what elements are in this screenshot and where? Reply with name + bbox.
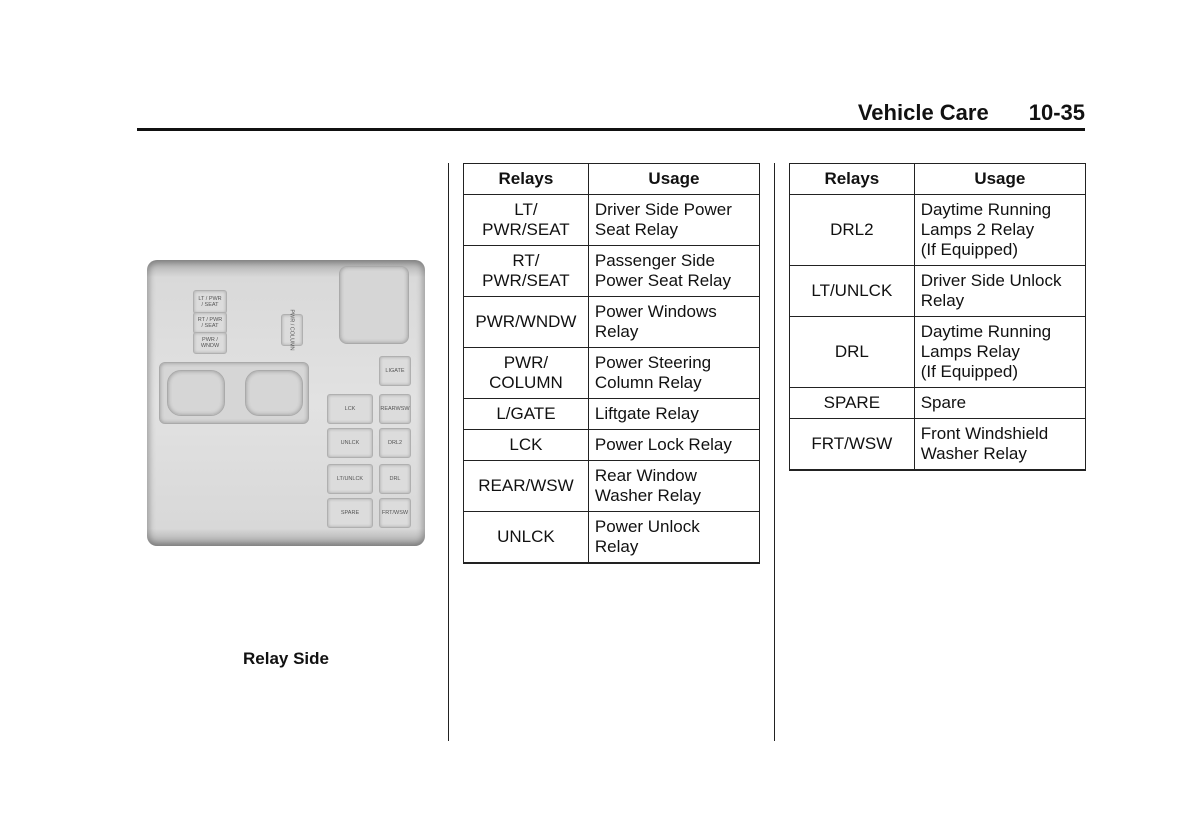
relay-drl: DRL: [379, 464, 411, 494]
table-row: [464, 512, 760, 564]
relay-usage: Power Steering Column Relay: [588, 348, 759, 399]
relay-frt-wsw: FRT/WSW: [379, 498, 411, 528]
column-header-relays: Relays: [464, 164, 589, 195]
table-row: [790, 419, 1086, 471]
relay-code: LT/UNLCK: [790, 266, 915, 317]
relay-unlck: UNLCK: [327, 428, 373, 458]
table-row: [790, 266, 1086, 317]
figure-caption: Relay Side: [243, 649, 329, 668]
relay-box-illustration: [147, 260, 425, 546]
page-header: [0, 100, 1085, 126]
relay-table-left: [463, 163, 760, 564]
table-row: [464, 399, 760, 430]
relay-pwr-wndw: PWR / WNDW: [193, 332, 227, 354]
relay-pwr-column: [281, 309, 303, 351]
column-divider-right: [774, 163, 775, 741]
table-row: [790, 195, 1086, 266]
relay-code: DRL2: [790, 195, 915, 266]
relay-rt-pwr-seat: RT / PWR / SEAT: [193, 312, 227, 334]
relay-code: FRT/WSW: [790, 419, 915, 471]
table-row: [790, 317, 1086, 388]
column-header-relays: Relays: [790, 164, 915, 195]
table-row: [464, 195, 760, 246]
relay-table-right: [789, 163, 1086, 471]
relay-usage: Spare: [914, 388, 1085, 419]
table-row: [464, 461, 760, 512]
relay-usage: Power Lock Relay: [588, 430, 759, 461]
relay-code: LT/ PWR/SEAT: [464, 195, 589, 246]
relay-usage: Passenger Side Power Seat Relay: [588, 246, 759, 297]
column-header-usage: Usage: [914, 164, 1085, 195]
relay-code: UNLCK: [464, 512, 589, 564]
relay-code: LCK: [464, 430, 589, 461]
relay-drl2: DRL2: [379, 428, 411, 458]
relay-usage: Liftgate Relay: [588, 399, 759, 430]
relay-code: PWR/WNDW: [464, 297, 589, 348]
table-header-row: [464, 164, 760, 195]
table-row: [464, 246, 760, 297]
relay-lt-pwr-seat: LT / PWR / SEAT: [193, 290, 227, 314]
table-header-row: [790, 164, 1086, 195]
relay-spare: SPARE: [327, 498, 373, 528]
relay-code: RT/ PWR/SEAT: [464, 246, 589, 297]
relay-usage: Power Windows Relay: [588, 297, 759, 348]
relay-code: PWR/ COLUMN: [464, 348, 589, 399]
relay-usage: Driver Side Power Seat Relay: [588, 195, 759, 246]
column-header-usage: Usage: [588, 164, 759, 195]
relay-code: REAR/WSW: [464, 461, 589, 512]
column-divider-left: [448, 163, 449, 741]
connector-plug-right: [245, 370, 303, 416]
relay-lck: LCK: [327, 394, 373, 424]
relay-code: L/GATE: [464, 399, 589, 430]
large-connector-block: [339, 266, 409, 344]
table-row: [464, 430, 760, 461]
section-title: Vehicle Care: [857, 100, 989, 125]
header-rule: [137, 128, 1085, 131]
relay-usage: Daytime Running Lamps 2 Relay (If Equipped): [914, 195, 1085, 266]
table-row: [464, 348, 760, 399]
relay-usage: Daytime Running Lamps Relay (If Equipped): [914, 317, 1085, 388]
table-row: [464, 297, 760, 348]
table-row: [790, 388, 1086, 419]
relay-pwr-column-label: PWR / COLUMN: [289, 309, 295, 351]
relay-code: DRL: [790, 317, 915, 388]
relay-usage: Front Windshield Washer Relay: [914, 419, 1085, 471]
relay-usage: Rear Window Washer Relay: [588, 461, 759, 512]
connector-plug-left: [167, 370, 225, 416]
relay-rear-wsw: REARWSW: [379, 394, 411, 424]
relay-lt-unlck: LT/UNLCK: [327, 464, 373, 494]
relay-usage: Driver Side Unlock Relay: [914, 266, 1085, 317]
relay-usage: Power Unlock Relay: [588, 512, 759, 564]
relay-lgate: LIGATE: [379, 356, 411, 386]
page-number: 10-35: [1028, 100, 1085, 125]
relay-code: SPARE: [790, 388, 915, 419]
